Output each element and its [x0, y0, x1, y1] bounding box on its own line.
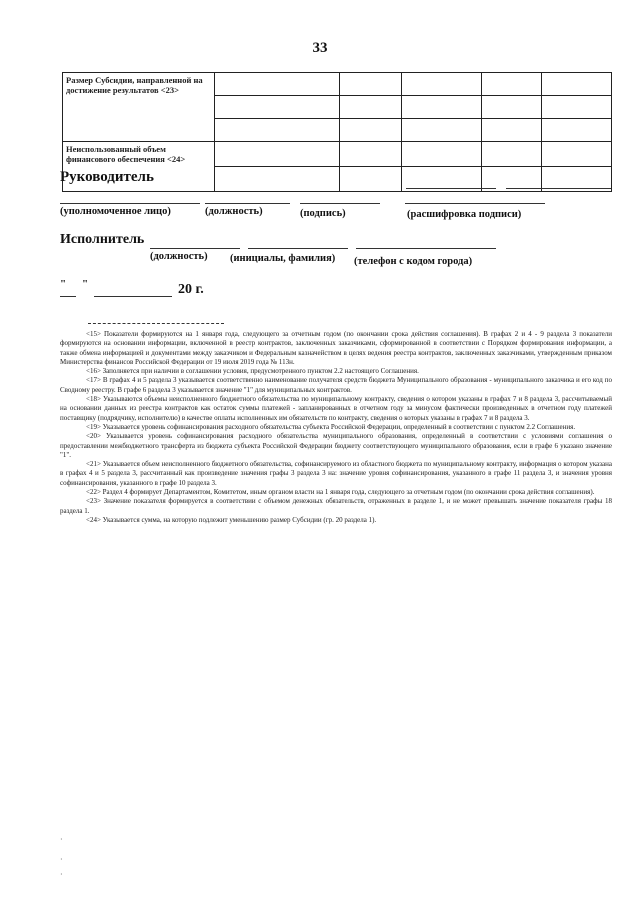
footnote-separator — [88, 323, 224, 324]
table-cell — [542, 142, 612, 167]
signature-line — [506, 188, 611, 189]
table-cell — [482, 142, 542, 167]
table-cell — [402, 119, 482, 142]
table-cell — [402, 142, 482, 167]
caption-executor-position: (должность) — [150, 251, 208, 262]
table-cell — [402, 96, 482, 119]
row-label-unused-funds: Неиспользованный объем финансового обеспечения <24> — [63, 142, 215, 192]
scan-speck: · — [60, 835, 63, 844]
table-cell — [215, 73, 340, 96]
executor-line — [356, 248, 496, 249]
table-cell — [215, 96, 340, 119]
table-cell — [340, 73, 402, 96]
signature-line — [405, 203, 545, 204]
signature-line — [406, 188, 496, 189]
date-line — [60, 278, 240, 302]
date-close-quote: " — [82, 278, 89, 290]
caption-phone: (телефон с кодом города) — [354, 256, 473, 267]
executor-line — [248, 248, 348, 249]
footnote: <23> Значение показателя формируется в соответствии с объемом денежных обязательств, отраженных в разделе 1, и не может превышать значение показателя графы 18 раздела 1. — [60, 497, 612, 515]
footnote: <19> Указывается уровень софинансирования расходного обязательства субъекта Российской Федерации, определенный в соответствии с пунктом 2.2 Соглашения. — [86, 422, 576, 431]
executor-line — [150, 248, 240, 249]
footnote: <16> Заполняется при наличии в соглашении условия, предусмотренного пунктом 2.2 настоящего Соглашения. — [86, 367, 419, 376]
page-number: 33 — [312, 40, 328, 56]
table-cell — [215, 142, 340, 167]
signature-line — [60, 203, 200, 204]
table-cell — [215, 119, 340, 142]
caption-authorized-person: (уполномоченное лицо) — [60, 206, 171, 217]
signature-line — [300, 203, 380, 204]
footnote: <22> Раздел 4 формирует Департаментом, Комитетом, иным органом власти на 1 января года, следующего за отчетным годом (по окончании срока действия соглашения). — [86, 488, 595, 497]
footnote: <21> Указывается объем неисполненного бюджетного обязательства, софинансируемого из областного бюджета по муниципальному контракту, информация о котором указана в графах 4 и 5 раздела 3, рассчитанный как произведение значения графы 3 раздела 3 на: значение уровня софинансирования, указанного в графе 11 раздела 3, и значения уровня софинансирования, указанного в графе 10 раздела 3. — [60, 460, 612, 487]
table-cell — [340, 167, 402, 192]
executor-label: Исполнитель — [60, 232, 145, 247]
head-label: Руководитель — [60, 169, 154, 185]
caption-initials-surname: (инициалы, фамилия) — [230, 253, 336, 264]
table-cell — [215, 167, 340, 192]
table-cell — [402, 73, 482, 96]
table-cell — [340, 119, 402, 142]
caption-position: (должность) — [205, 206, 263, 217]
footnote: <18> Указываются объемы неисполненного бюджетного обязательства по муниципальному контракту, сведения о котором указаны в графах 7 и 8 раздела 3, рассчитываемый на основании данных из реестра контрактов как остаток суммы платежей - запланированных в отчетном году за минусом фактически произведенных в отчетном году платежей поставщику (подрядчику, исполнителю) в качестве оплаты исполненных им обязательств по контракту, сведения о которых указаны в графах 7 и 8 раздела 3. — [60, 395, 612, 422]
footnote: <17> В графах 4 и 5 раздела 3 указывается соответственно наименование получателя средств бюджета Муниципального образования - муниципального заказчика и его код по Сводному реестру. В графе 6 раздела 3 указывается значение "1" для муниципальных контрактов. — [60, 376, 612, 394]
date-day-line — [60, 296, 76, 297]
caption-signature: (подпись) — [300, 208, 346, 219]
table-cell — [482, 73, 542, 96]
scan-speck: · — [60, 855, 63, 864]
footnotes — [60, 330, 612, 525]
caption-signature-transcript: (расшифровка подписи) — [407, 209, 522, 220]
signature-line — [205, 203, 290, 204]
table-cell — [340, 96, 402, 119]
row-label-subsidy-size: Размер Субсидии, направленной на достижение результатов <23> — [63, 73, 215, 142]
table-cell — [542, 96, 612, 119]
table-cell — [542, 119, 612, 142]
date-open-quote: " — [60, 278, 67, 290]
footnote: <24> Указывается сумма, на которую подлежит уменьшению размер Субсидии (гр. 20 раздела 1). — [86, 515, 377, 524]
table-cell — [542, 73, 612, 96]
date-year: 20 г. — [178, 282, 204, 297]
scan-speck: · — [60, 870, 63, 879]
table-cell — [482, 119, 542, 142]
footnote: <20> Указывается уровень софинансирования расходного обязательства муниципального образования, определенный в соответствии с условиями соглашения о предоставлении межбюджетного трансферта из бюджета субъекта Российской Федерации бюджету соответствующего муниципального образования, если в графе 6 указано значение "1". — [60, 432, 612, 459]
table-cell — [340, 142, 402, 167]
footnote: <15> Показатели формируются на 1 января года, следующего за отчетным годом (по окончании срока действия соглашения). В графах 2 и 4 - 9 раздела 3 показатели формируются на основании информации, включенной в реестр контрактов, заключенных заказчиками, сформированной в соответствии с Порядком формирования информации, а также обмена информацией и документами между заказчиком и Федеральным казначейством в целях ведения реестра контрактов, заключенных заказчиками, утвержденным приказом Министерства финансов Российской Федерации от 19 июля 2019 года № 113н. — [60, 330, 612, 366]
table-cell — [482, 96, 542, 119]
date-month-line — [94, 296, 172, 297]
